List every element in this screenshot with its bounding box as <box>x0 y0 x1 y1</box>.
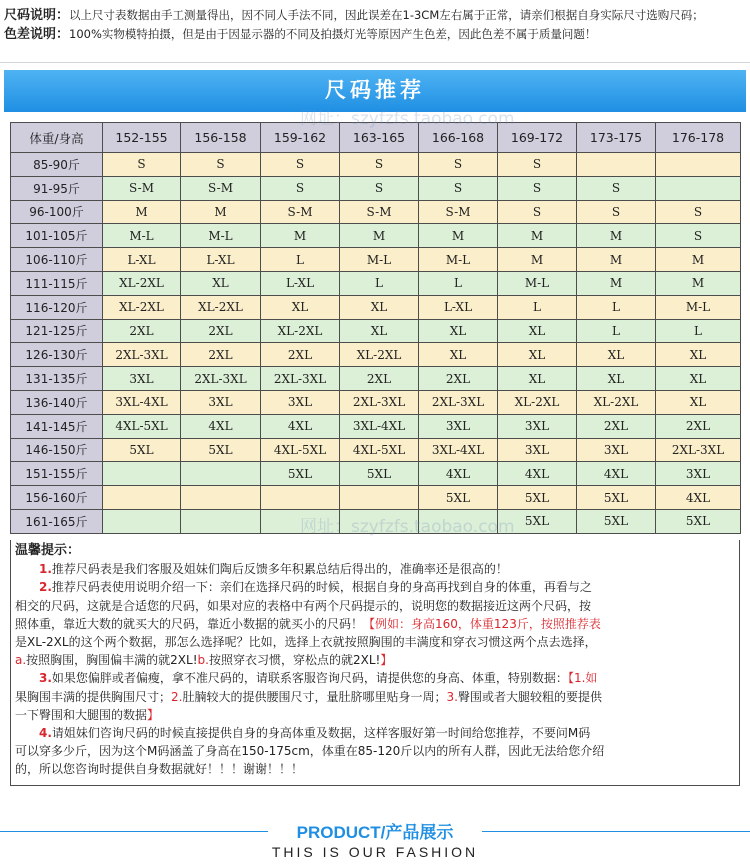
size-cell: 5XL <box>261 462 340 486</box>
size-cell: 4XL <box>261 414 340 438</box>
size-cell: S <box>419 176 498 200</box>
tip-3-special: 【1.如 <box>567 671 598 686</box>
weight-cell: 161-165斤 <box>11 509 103 533</box>
size-cell: XL <box>419 343 498 367</box>
size-cell: 2XL <box>261 343 340 367</box>
size-cell: M-L <box>340 248 419 272</box>
size-cell: 2XL-3XL <box>181 367 261 391</box>
size-cell <box>340 509 419 533</box>
size-note-label: 尺码说明： <box>4 8 70 23</box>
size-cell: L-XL <box>419 295 498 319</box>
size-cell <box>103 462 181 486</box>
size-cell <box>656 153 741 177</box>
size-note <box>4 6 742 25</box>
tips-title: 温馨提示： <box>15 543 81 558</box>
tip-2-line-1: 推荐尺码表使用说明介绍一下：亲们在选择尺码的时候，根据自身的身高再找到自身的体重，再看与之 <box>51 580 592 595</box>
weight-cell: 116-120斤 <box>11 295 103 319</box>
size-cell: 5XL <box>577 486 656 510</box>
size-cell: XL <box>498 367 577 391</box>
size-cell: 2XL <box>656 414 741 438</box>
size-cell: S <box>498 200 577 224</box>
size-cell: M-L <box>181 224 261 248</box>
size-cell: 3XL <box>181 390 261 414</box>
size-cell: L <box>577 319 656 343</box>
weight-cell: 126-130斤 <box>11 343 103 367</box>
tip-3-line-2-text: 果胸围丰满的提供胸围尺寸； <box>15 689 172 704</box>
tip-4 <box>15 724 735 742</box>
size-cell: S-M <box>340 200 419 224</box>
size-cell: 5XL <box>419 486 498 510</box>
color-note-text: 100%实物模特拍摄，但是由于因显示器的不同及拍摄灯光等原因产生色差，因此色差不属于质量问题！ <box>69 27 597 41</box>
size-cell: 2XL <box>419 367 498 391</box>
product-footer <box>0 812 750 864</box>
size-cell: M-L <box>656 295 741 319</box>
size-cell <box>261 509 340 533</box>
size-cell: 5XL <box>103 438 181 462</box>
watermark-bottom: 网址：szyfzfs.taobao.com <box>300 517 515 537</box>
tip-2-a-text: 按照胸围，胸围偏丰满的就2XL! <box>26 653 198 668</box>
tip-3 <box>15 669 735 687</box>
tip-2-line-4: 是XL-2XL的这个两个数据，那怎么选择呢？比如，选择上衣就按照胸围的丰满度和穿衣习惯这两个点去选择， <box>15 635 597 650</box>
tip-1 <box>15 560 735 578</box>
weight-cell: 121-125斤 <box>11 319 103 343</box>
size-cell: 2XL-3XL <box>419 390 498 414</box>
color-note-label: 色差说明： <box>4 27 70 42</box>
size-cell: 4XL <box>656 486 741 510</box>
size-cell: S <box>577 200 656 224</box>
size-cell: S <box>181 153 261 177</box>
size-cell: 2XL-3XL <box>261 367 340 391</box>
size-cell: M <box>577 224 656 248</box>
table-row <box>11 414 741 438</box>
size-cell: M <box>577 248 656 272</box>
size-cell: XL <box>419 319 498 343</box>
tip-2-line-2: 相交的尺码，这就是合适您的尺码，如果对应的表格中有两个尺码提示的，说明您的数据接近这两个尺码，按 <box>15 598 592 613</box>
size-cell: 2XL <box>181 343 261 367</box>
weight-cell: 156-160斤 <box>11 486 103 510</box>
size-cell: 3XL <box>498 414 577 438</box>
tip-2-number: 2. <box>39 580 52 595</box>
size-cell: S <box>577 176 656 200</box>
size-cell: 5XL <box>577 509 656 533</box>
size-cell <box>103 486 181 510</box>
footer-subtitle: THIS IS OUR FASHION <box>271 844 479 860</box>
weight-cell: 96-100斤 <box>11 200 103 224</box>
size-cell <box>261 486 340 510</box>
tip-3-close: 】 <box>147 707 160 722</box>
size-cell: S <box>340 153 419 177</box>
table-row <box>11 367 741 391</box>
size-cell: XL <box>498 319 577 343</box>
size-cell <box>181 509 261 533</box>
size-cell: 2XL <box>577 414 656 438</box>
watermark-top: 网址：szyfzfs.taobao.com <box>300 109 515 129</box>
table-row <box>11 343 741 367</box>
size-cell: S-M <box>261 200 340 224</box>
table-row <box>11 462 741 486</box>
tip-1-number: 1. <box>39 562 52 577</box>
size-cell: 2XL <box>181 319 261 343</box>
size-cell: 3XL-4XL <box>340 414 419 438</box>
size-table <box>10 122 741 534</box>
size-cell: L <box>261 248 340 272</box>
size-cell: 3XL <box>498 438 577 462</box>
weight-cell: 106-110斤 <box>11 248 103 272</box>
size-cell: 4XL <box>419 462 498 486</box>
header-height-col: 152-155 <box>103 123 181 153</box>
tip-4-number: 4. <box>39 726 52 741</box>
weight-cell: 136-140斤 <box>11 390 103 414</box>
header-height-col: 169-172 <box>498 123 577 153</box>
size-cell: M <box>103 200 181 224</box>
footer-title: PRODUCT/产品展示 <box>296 823 454 842</box>
size-cell: L <box>419 271 498 295</box>
tips-panel <box>10 540 740 786</box>
size-cell: S <box>656 200 741 224</box>
size-cell: 2XL-3XL <box>656 438 741 462</box>
tip-2 <box>15 578 735 596</box>
size-cell <box>577 153 656 177</box>
table-row <box>11 224 741 248</box>
size-cell <box>181 486 261 510</box>
tip-2-close: 】 <box>380 653 393 668</box>
size-cell: XL <box>577 367 656 391</box>
size-cell: L <box>498 295 577 319</box>
tip-3-number: 3. <box>39 671 52 686</box>
size-cell: S-M <box>181 176 261 200</box>
size-cell: 2XL <box>103 319 181 343</box>
size-cell: S <box>498 176 577 200</box>
tip-4-line-2: 可以穿多少斤，因为这个M码涵盖了身高在150-175cm，体重在85-120斤以内的所有人群，因此无法给您介绍 <box>15 744 605 759</box>
size-cell: S <box>498 153 577 177</box>
size-cell: 3XL <box>577 438 656 462</box>
size-cell: XL <box>181 271 261 295</box>
size-cell: M-L <box>103 224 181 248</box>
size-cell: S <box>103 153 181 177</box>
tip-2-b-text: 按照穿衣习惯，穿松点的就2XL! <box>208 653 381 668</box>
size-cell: 5XL <box>498 486 577 510</box>
size-cell: S <box>419 153 498 177</box>
weight-cell: 141-145斤 <box>11 414 103 438</box>
size-cell: 4XL-5XL <box>261 438 340 462</box>
size-cell: M <box>656 271 741 295</box>
weight-cell: 146-150斤 <box>11 438 103 462</box>
size-cell: XL <box>340 295 419 319</box>
tip-3-hip: 臀围或者大腿较粗的要提供 <box>457 689 602 704</box>
table-header-row <box>11 123 741 153</box>
tip-3-line-2 <box>15 688 735 706</box>
size-cell: S <box>656 224 741 248</box>
header-height-col: 173-175 <box>577 123 656 153</box>
table-row <box>11 295 741 319</box>
size-cell: 4XL <box>498 462 577 486</box>
size-cell: S <box>340 176 419 200</box>
table-row <box>11 271 741 295</box>
size-recommend-banner <box>4 70 746 112</box>
table-row <box>11 176 741 200</box>
size-cell: 3XL <box>261 390 340 414</box>
size-cell: M <box>498 248 577 272</box>
header-weight-height: 体重/身高 <box>11 123 103 153</box>
size-cell: L-XL <box>261 271 340 295</box>
size-cell: 3XL <box>103 367 181 391</box>
size-cell: XL-2XL <box>103 295 181 319</box>
weight-cell: 131-135斤 <box>11 367 103 391</box>
size-cell: 3XL-4XL <box>103 390 181 414</box>
size-note-text: 以上尺寸表数据由手工测量得出，因不同人手法不同，因此误差在1-3CM左右属于正常，请亲们根据自身实际尺寸选购尺码； <box>69 8 704 22</box>
size-cell: 3XL <box>656 462 741 486</box>
banner-title: 尺码推荐 <box>325 79 425 102</box>
size-cell: L <box>656 319 741 343</box>
size-cell: 5XL <box>498 509 577 533</box>
tip-3-marker-3: 3. <box>446 689 458 704</box>
weight-cell: 85-90斤 <box>11 153 103 177</box>
size-cell: 3XL <box>419 414 498 438</box>
color-note <box>4 25 742 44</box>
size-cell: XL <box>656 367 741 391</box>
weight-cell: 91-95斤 <box>11 176 103 200</box>
size-cell: L-XL <box>103 248 181 272</box>
table-row <box>11 153 741 177</box>
size-cell: S <box>261 176 340 200</box>
size-notes <box>0 0 750 62</box>
table-row <box>11 248 741 272</box>
size-cell: M <box>261 224 340 248</box>
table-row <box>11 509 741 533</box>
size-cell: XL-2XL <box>103 271 181 295</box>
size-cell: 4XL-5XL <box>103 414 181 438</box>
size-cell <box>340 486 419 510</box>
table-row <box>11 319 741 343</box>
weight-cell: 101-105斤 <box>11 224 103 248</box>
header-height-col: 159-162 <box>261 123 340 153</box>
size-cell: S <box>261 153 340 177</box>
size-cell: XL-2XL <box>181 295 261 319</box>
weight-cell: 111-115斤 <box>11 271 103 295</box>
size-cell: M-L <box>419 248 498 272</box>
size-cell: XL <box>656 343 741 367</box>
tip-2-line-3-text: 照体重，靠近大数的就买大的尺码，靠近小数据的就买小的尺码！ <box>15 616 364 631</box>
size-cell: XL-2XL <box>340 343 419 367</box>
size-cell: 2XL-3XL <box>103 343 181 367</box>
size-cell: XL <box>577 343 656 367</box>
size-cell: M <box>181 200 261 224</box>
tip-4-line-3: 的，所以您咨询时提供自身数据就好！！！谢谢！！！ <box>15 762 304 777</box>
tip-2-line-3 <box>15 615 735 633</box>
tip-3-line-1: 如果您偏胖或者偏瘦，拿不准尺码的，请联系客服咨询尺码，请提供您的身高、体重，特别数据： <box>51 671 568 686</box>
size-cell: XL-2XL <box>498 390 577 414</box>
size-cell: L <box>577 295 656 319</box>
tip-3-line-3 <box>15 706 735 724</box>
size-cell: XL <box>340 319 419 343</box>
header-height-col: 156-158 <box>181 123 261 153</box>
table-row <box>11 390 741 414</box>
size-cell: M <box>498 224 577 248</box>
size-cell: 2XL-3XL <box>340 390 419 414</box>
size-cell: M-L <box>498 271 577 295</box>
tip-3-marker-2: 2. <box>171 689 183 704</box>
size-cell: S-M <box>419 200 498 224</box>
table-row <box>11 438 741 462</box>
size-cell: 3XL-4XL <box>419 438 498 462</box>
tip-4-line-1: 请姐妹们咨询尺码的时候直接提供自身的身高体重及数据，这样客服好第一时间给您推荐，不要问M码 <box>51 726 591 741</box>
header-height-col: 163-165 <box>340 123 419 153</box>
size-cell: M <box>419 224 498 248</box>
tip-2-a-marker: a. <box>15 653 27 668</box>
size-cell: XL <box>261 295 340 319</box>
size-cell: L <box>340 271 419 295</box>
table-row <box>11 200 741 224</box>
header-height-col: 166-168 <box>419 123 498 153</box>
header-height-col: 176-178 <box>656 123 741 153</box>
size-cell: 4XL <box>577 462 656 486</box>
size-cell <box>103 509 181 533</box>
size-cell: XL-2XL <box>577 390 656 414</box>
size-cell: 4XL-5XL <box>340 438 419 462</box>
tip-1-text: 推荐尺码表是我们客服及姐妹们陶后反馈多年积累总结后得出的，准确率还是很高的！ <box>51 562 508 577</box>
size-cell <box>656 176 741 200</box>
size-cell: L-XL <box>181 248 261 272</box>
tip-3-line-3-text: 一下臀围和大腿围的数据 <box>15 707 148 722</box>
size-cell: XL-2XL <box>261 319 340 343</box>
size-cell: M <box>577 271 656 295</box>
size-cell: 4XL <box>181 414 261 438</box>
size-cell: 5XL <box>181 438 261 462</box>
tip-2-line-5 <box>15 651 735 669</box>
size-cell: S-M <box>103 176 181 200</box>
size-table-wrap <box>10 122 740 534</box>
weight-cell: 151-155斤 <box>11 462 103 486</box>
notes-divider <box>0 62 750 63</box>
size-cell: 2XL <box>340 367 419 391</box>
size-cell <box>181 462 261 486</box>
size-cell: XL <box>656 390 741 414</box>
size-cell: 5XL <box>656 509 741 533</box>
size-cell: M <box>340 224 419 248</box>
table-row <box>11 486 741 510</box>
tip-3-waist: 肚腩较大的提供腰围尺寸，量肚脐哪里贴身一周； <box>182 689 447 704</box>
size-cell <box>419 509 498 533</box>
size-cell: 5XL <box>340 462 419 486</box>
tip-2-b-marker: b. <box>197 653 209 668</box>
size-cell: M <box>656 248 741 272</box>
tip-2-example: 【例如：身高160，体重123斤，按照推荐表 <box>363 616 601 631</box>
size-cell: XL <box>498 343 577 367</box>
